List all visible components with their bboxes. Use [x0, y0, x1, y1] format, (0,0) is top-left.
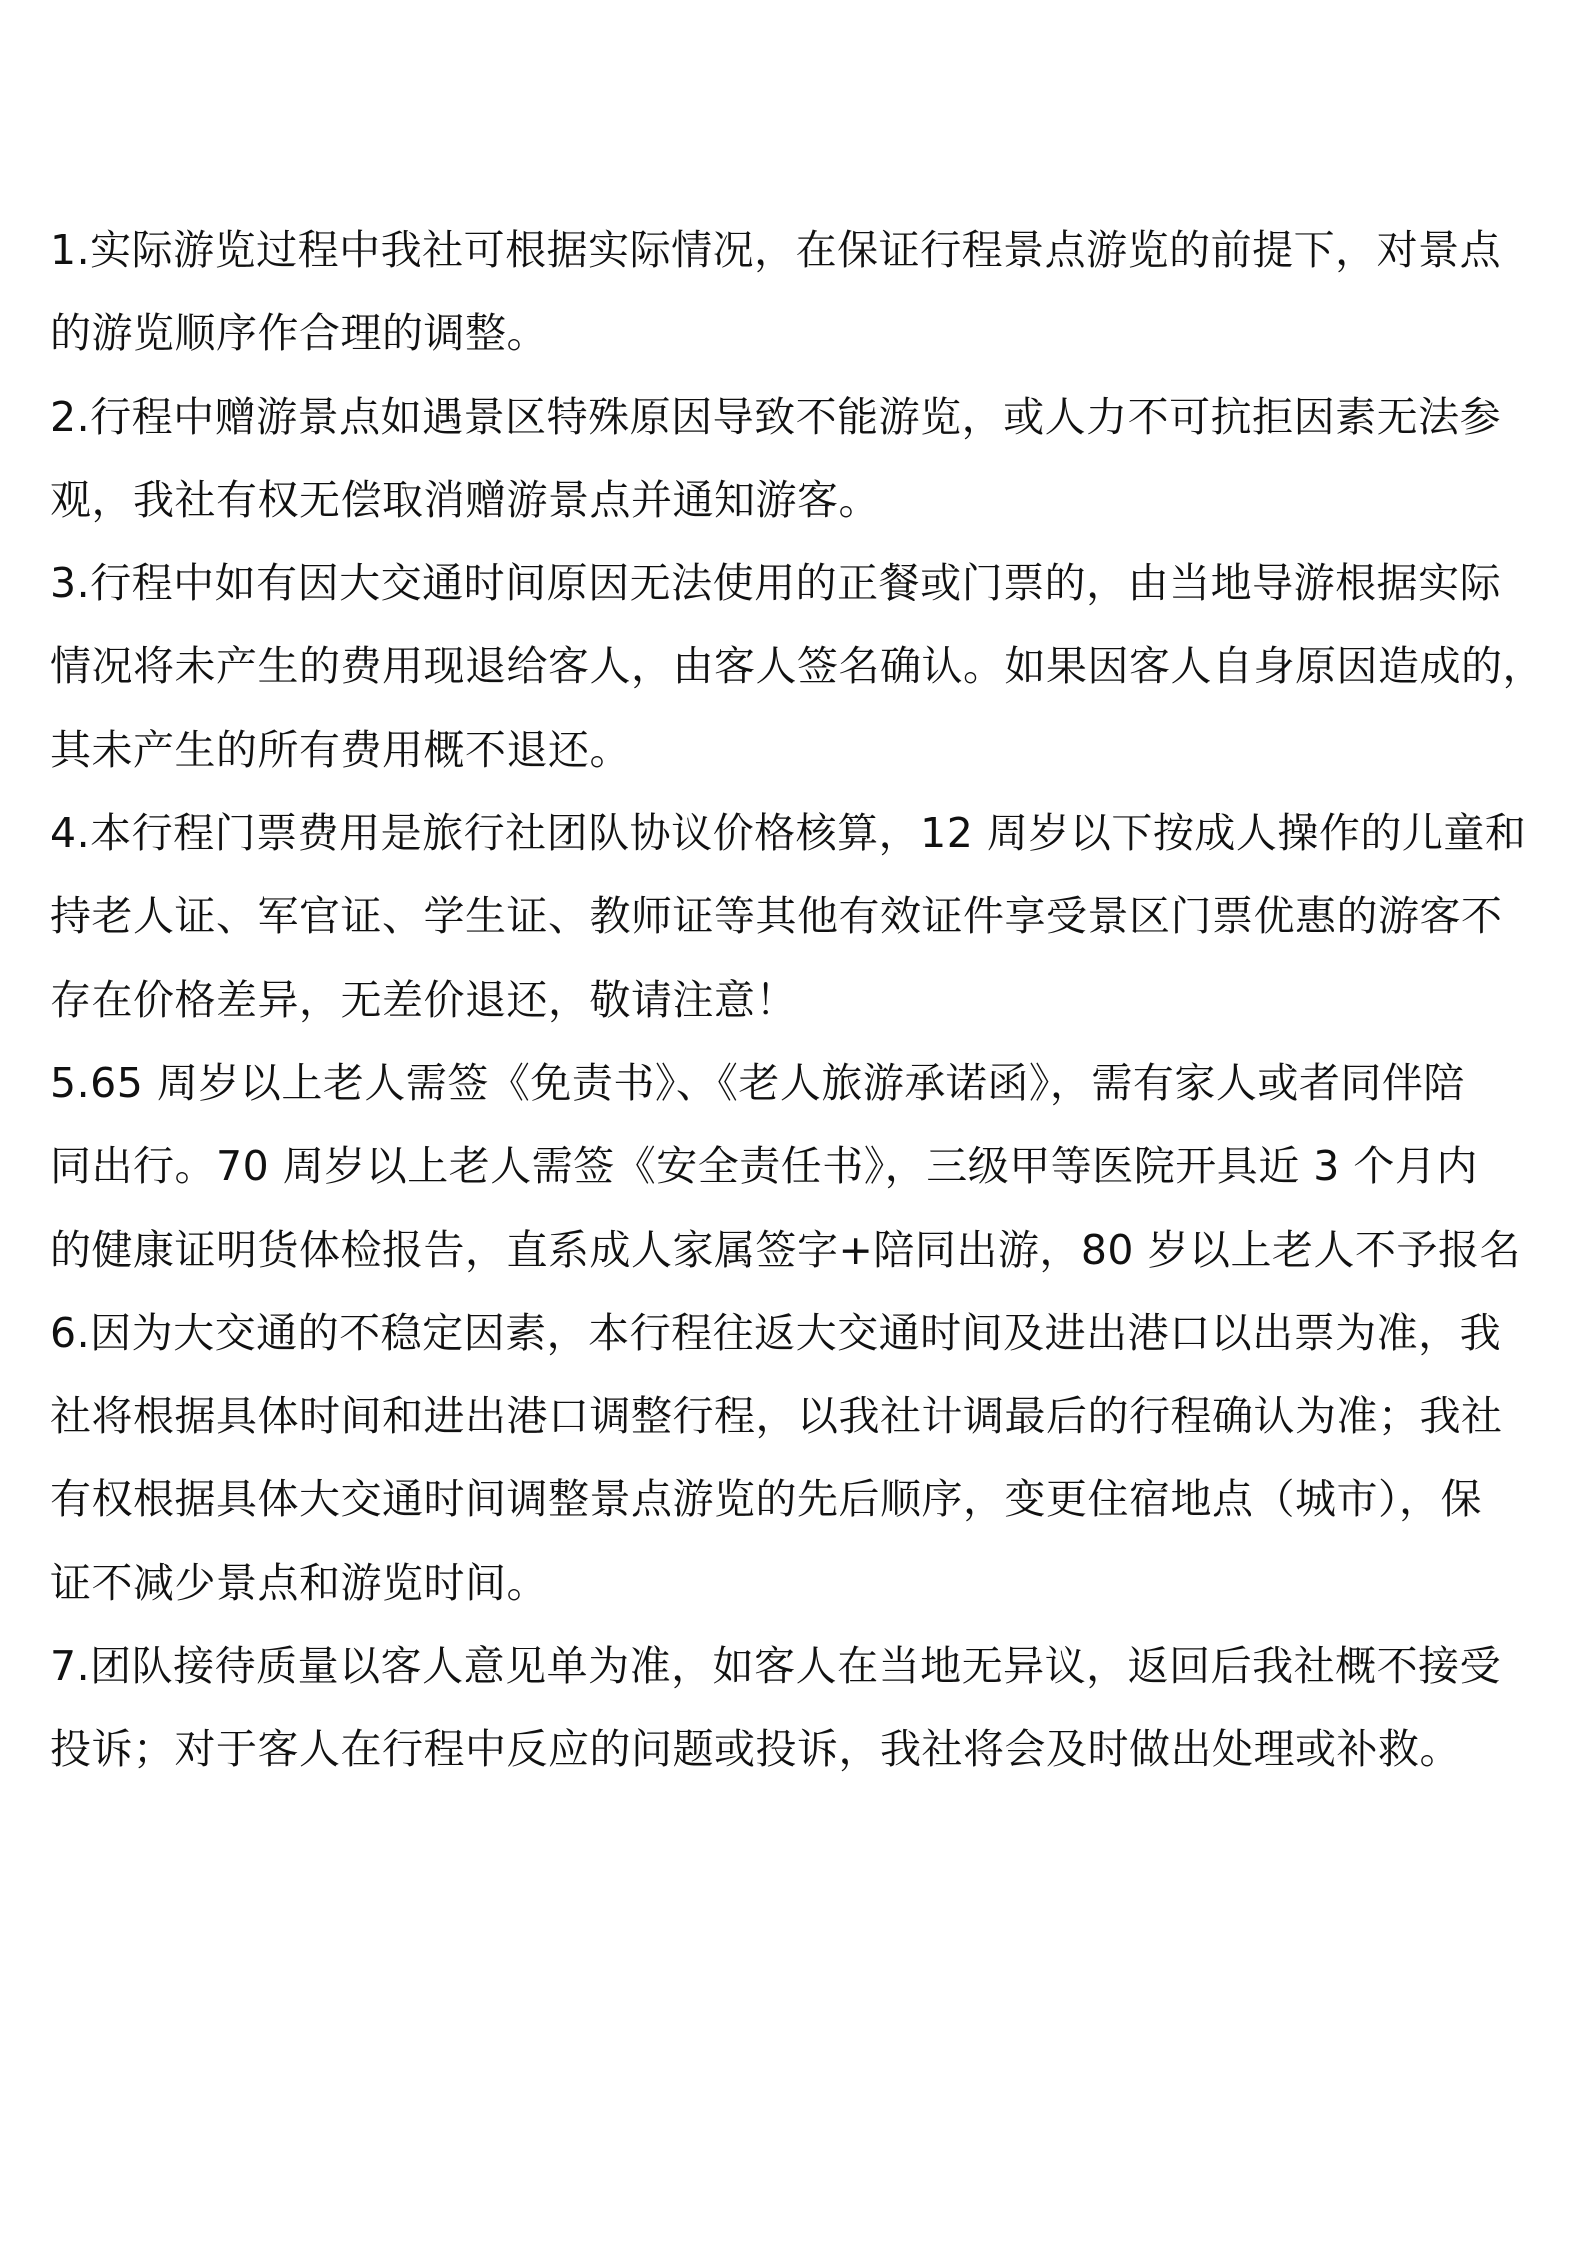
- note-line-1: 1.实际游览过程中我社可根据实际情况，在保证行程景点游览的前提下，对景点: [50, 226, 1502, 274]
- note-line-2: 的游览顺序作合理的调整。: [50, 309, 548, 358]
- note-line-13: 的健康证明货体检报告，直系成人家属签字+陪同出游，80 岁以上老人不予报名: [50, 1225, 1522, 1274]
- note-line-7: 其未产生的所有费用概不退还。: [50, 725, 631, 774]
- note-line-3: 2.行程中赠游景点如遇景区特殊原因导致不能游览，或人力不可抗拒因素无法参: [50, 392, 1502, 441]
- note-line-4: 观，我社有权无偿取消赠游景点并通知游客。: [50, 475, 880, 524]
- note-line-15: 社将根据具体时间和进出港口调整行程，以我社计调最后的行程确认为准；我社: [50, 1392, 1503, 1441]
- note-line-11: 5.65 周岁以上老人需签《免责书》、《老人旅游承诺函》，需有家人或者同伴陪: [50, 1058, 1465, 1107]
- note-line-14: 6.因为大交通的不稳定因素，本行程往返大交通时间及进出港口以出票为准，我: [50, 1308, 1502, 1357]
- note-line-8: 4.本行程门票费用是旅行社团队协议价格核算，12 周岁以下按成人操作的儿童和: [50, 809, 1527, 858]
- note-line-10: 存在价格差异，无差价退还，敬请注意！: [50, 975, 797, 1024]
- note-line-5: 3.行程中如有因大交通时间原因无法使用的正餐或门票的，由当地导游根据实际: [50, 559, 1502, 608]
- note-line-16: 有权根据具体大交通时间调整景点游览的先后顺序，变更住宿地点（城市），保: [50, 1475, 1482, 1524]
- note-line-12: 同出行。70 周岁以上老人需签《安全责任书》，三级甲等医院开具近 3 个月内: [50, 1142, 1478, 1191]
- note-line-18: 7.团队接待质量以客人意见单为准，如客人在当地无异议，返回后我社概不接受: [50, 1642, 1502, 1691]
- note-line-19: 投诉；对于客人在行程中反应的问题或投诉，我社将会及时做出处理或补救。: [50, 1725, 1461, 1774]
- note-line-6: 情况将未产生的费用现退给客人，由客人签名确认。如果因客人自身原因造成的，: [50, 642, 1544, 691]
- note-line-9: 持老人证、军官证、学生证、教师证等其他有效证件享受景区门票优惠的游客不: [50, 892, 1503, 941]
- travel-notes-text: [50, 209, 1550, 1792]
- note-line-17: 证不减少景点和游览时间。: [50, 1558, 548, 1607]
